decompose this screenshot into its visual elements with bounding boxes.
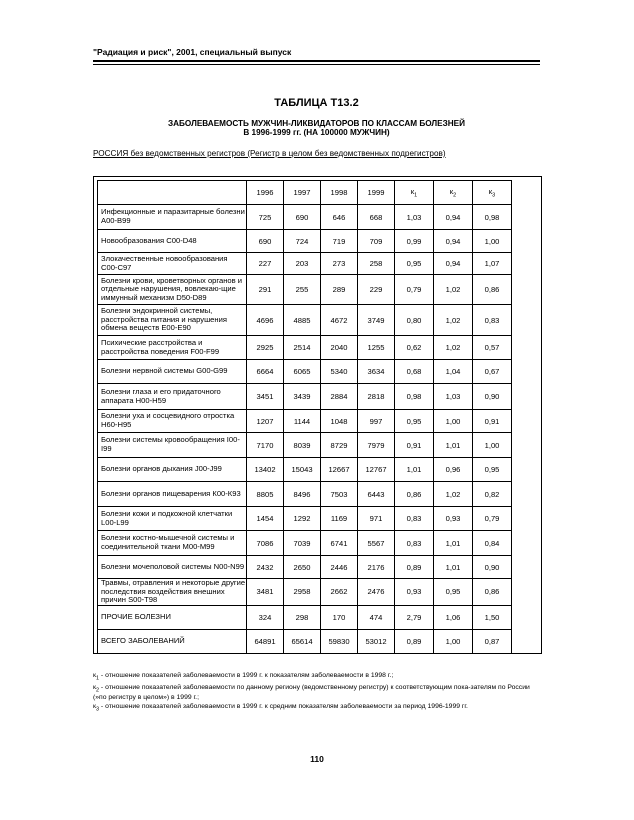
table-row <box>98 305 512 336</box>
cell-year-value: 324 <box>247 605 284 629</box>
cell-year-value: 474 <box>358 605 395 629</box>
header-rule <box>93 60 540 62</box>
cell-year-value: 8496 <box>284 482 321 507</box>
region-caption: РОССИЯ без ведомственных регистров (Регистр в целом без ведомственных подрегистров) <box>93 149 446 158</box>
cell-year-value: 2514 <box>284 336 321 360</box>
cell-k-value: 1,01 <box>395 458 434 482</box>
cell-year-value: 255 <box>284 275 321 305</box>
row-label: ВСЕГО ЗАБОЛЕВАНИЙ <box>98 629 247 653</box>
header-blank <box>98 181 247 205</box>
cell-k-value: 0,83 <box>395 507 434 531</box>
row-label: Болезни нервной системы G00-G99 <box>98 360 247 384</box>
row-label: Болезни эндокринной системы, расстройства питания и нарушения обмена веществ Е00-Е90 <box>98 305 247 336</box>
cell-year-value: 53012 <box>358 629 395 653</box>
header-year: 1997 <box>284 181 321 205</box>
cell-k-value: 0,98 <box>395 384 434 410</box>
table-number: ТАБЛИЦА Т13.2 <box>274 97 359 109</box>
cell-year-value: 12767 <box>358 458 395 482</box>
table-title-line2: В 1996-1999 гг. (НА 100000 МУЖЧИН) <box>243 128 390 137</box>
row-label: ПРОЧИЕ БОЛЕЗНИ <box>98 605 247 629</box>
cell-k-value: 1,01 <box>434 531 473 556</box>
cell-k-value: 0,86 <box>395 482 434 507</box>
cell-k-value: 0,95 <box>473 458 512 482</box>
cell-k-value: 0,86 <box>473 579 512 606</box>
cell-year-value: 15043 <box>284 458 321 482</box>
cell-year-value: 7503 <box>321 482 358 507</box>
header-k1: $к_1$ <box>395 181 434 205</box>
cell-year-value: 2040 <box>321 336 358 360</box>
table-row <box>98 482 512 507</box>
cell-year-value: 64891 <box>247 629 284 653</box>
cell-year-value: 3481 <box>247 579 284 606</box>
cell-k-value: 1,02 <box>434 336 473 360</box>
cell-year-value: 3749 <box>358 305 395 336</box>
cell-year-value: 4672 <box>321 305 358 336</box>
cell-year-value: 4885 <box>284 305 321 336</box>
cell-k-value: 0,62 <box>395 336 434 360</box>
cell-k-value: 1,06 <box>434 605 473 629</box>
cell-year-value: 8805 <box>247 482 284 507</box>
cell-year-value: 7979 <box>358 433 395 458</box>
cell-k-value: 0,93 <box>434 507 473 531</box>
cell-year-value: 724 <box>284 230 321 253</box>
cell-year-value: 5567 <box>358 531 395 556</box>
cell-year-value: 2925 <box>247 336 284 360</box>
footnote-k2: $к_2$ - отношение показателей заболеваемости по данному региону (ведомственному регистру) к соответствующим пока-зателям по России (»по регистру в целом») в 1999 г.; <box>93 684 530 702</box>
table-row <box>98 360 512 384</box>
cell-year-value: 2884 <box>321 384 358 410</box>
cell-k-value: 0,96 <box>434 458 473 482</box>
cell-k-value: 0,84 <box>473 531 512 556</box>
morbidity-table <box>97 180 512 654</box>
row-label: Болезни кожи и подкожной клетчатки L00-L99 <box>98 507 247 531</box>
table-title-line1: ЗАБОЛЕВАЕМОСТЬ МУЖЧИН-ЛИКВИДАТОРОВ ПО КЛАССАМ БОЛЕЗНЕЙ <box>167 119 465 128</box>
cell-year-value: 227 <box>247 253 284 275</box>
cell-year-value: 971 <box>358 507 395 531</box>
cell-year-value: 6443 <box>358 482 395 507</box>
table-row <box>98 579 512 606</box>
cell-year-value: 7086 <box>247 531 284 556</box>
cell-year-value: 59830 <box>321 629 358 653</box>
cell-year-value: 1048 <box>321 410 358 433</box>
table-row <box>98 205 512 230</box>
table-frame <box>93 176 542 654</box>
cell-year-value: 2818 <box>358 384 395 410</box>
cell-k-value: 0,68 <box>395 360 434 384</box>
cell-k-value: 1,03 <box>395 205 434 230</box>
row-label: Болезни глаза и его придаточного аппарата Н00-Н59 <box>98 384 247 410</box>
cell-year-value: 646 <box>321 205 358 230</box>
cell-year-value: 3451 <box>247 384 284 410</box>
row-label: Болезни системы кровообращения I00-I99 <box>98 433 247 458</box>
cell-k-value: 1,00 <box>434 410 473 433</box>
table-row <box>98 275 512 305</box>
row-label: Психические расстройства и расстройства поведения F00-F99 <box>98 336 247 360</box>
cell-year-value: 229 <box>358 275 395 305</box>
cell-year-value: 4696 <box>247 305 284 336</box>
cell-year-value: 8039 <box>284 433 321 458</box>
cell-k-value: 0,99 <box>395 230 434 253</box>
table-row <box>98 433 512 458</box>
cell-k-value: 1,00 <box>434 629 473 653</box>
cell-year-value: 2958 <box>284 579 321 606</box>
cell-year-value: 291 <box>247 275 284 305</box>
row-label: Болезни органов пищеварения К00-К93 <box>98 482 247 507</box>
table-row <box>98 384 512 410</box>
table-row <box>98 556 512 579</box>
cell-year-value: 1255 <box>358 336 395 360</box>
cell-k-value: 0,90 <box>473 384 512 410</box>
header-year: 1996 <box>247 181 284 205</box>
cell-year-value: 1292 <box>284 507 321 531</box>
cell-year-value: 12667 <box>321 458 358 482</box>
cell-k-value: 2,79 <box>395 605 434 629</box>
cell-year-value: 6741 <box>321 531 358 556</box>
cell-k-value: 1,02 <box>434 275 473 305</box>
row-label: Инфекционные и паразитарные болезни А00-В99 <box>98 205 247 230</box>
table-row <box>98 531 512 556</box>
table-row <box>98 336 512 360</box>
cell-k-value: 0,98 <box>473 205 512 230</box>
cell-year-value: 2432 <box>247 556 284 579</box>
footnote-k3: $к_3$ - отношение показателей заболеваемости в 1999 г. к средним показателям заболеваемости за период 1996-1999 гг. <box>93 703 468 713</box>
cell-k-value: 1,50 <box>473 605 512 629</box>
row-label: Новообразования С00-D48 <box>98 230 247 253</box>
row-label: Болезни крови, кроветворных органов и отдельные нарушения, вовлекаю-щие иммунный механизм D50-D89 <box>98 275 247 305</box>
table-row <box>98 507 512 531</box>
cell-k-value: 0,94 <box>434 253 473 275</box>
cell-k-value: 0,67 <box>473 360 512 384</box>
cell-k-value: 0,91 <box>473 410 512 433</box>
cell-year-value: 3439 <box>284 384 321 410</box>
cell-year-value: 1144 <box>284 410 321 433</box>
cell-k-value: 0,83 <box>473 305 512 336</box>
header-rule-thin <box>93 64 540 65</box>
cell-year-value: 7039 <box>284 531 321 556</box>
cell-year-value: 65614 <box>284 629 321 653</box>
cell-k-value: 0,82 <box>473 482 512 507</box>
cell-year-value: 3634 <box>358 360 395 384</box>
cell-year-value: 258 <box>358 253 395 275</box>
row-label: Болезни костно-мышечной системы и соединительной ткани М00-М99 <box>98 531 247 556</box>
table-row <box>98 410 512 433</box>
table-row <box>98 253 512 275</box>
running-header: "Радиация и риск", 2001, специальный выпуск <box>93 47 292 57</box>
cell-year-value: 709 <box>358 230 395 253</box>
cell-k-value: 0,93 <box>395 579 434 606</box>
cell-year-value: 8729 <box>321 433 358 458</box>
cell-k-value: 1,01 <box>434 556 473 579</box>
cell-year-value: 6065 <box>284 360 321 384</box>
cell-k-value: 1,07 <box>473 253 512 275</box>
table-row <box>98 458 512 482</box>
cell-k-value: 0,91 <box>395 433 434 458</box>
cell-year-value: 1454 <box>247 507 284 531</box>
row-label: Болезни органов дыхания J00-J99 <box>98 458 247 482</box>
cell-year-value: 289 <box>321 275 358 305</box>
cell-k-value: 1,04 <box>434 360 473 384</box>
cell-year-value: 719 <box>321 230 358 253</box>
cell-k-value: 0,89 <box>395 556 434 579</box>
page-number: 110 <box>310 754 324 764</box>
footnote-k1: $к_1$ - отношение показателей заболеваемости в 1999 г. к показателям заболеваемости в 1998 г.; <box>93 672 394 682</box>
header-year: 1998 <box>321 181 358 205</box>
row-label: Болезни мочеполовой системы N00-N99 <box>98 556 247 579</box>
cell-year-value: 725 <box>247 205 284 230</box>
cell-year-value: 203 <box>284 253 321 275</box>
cell-k-value: 0,79 <box>473 507 512 531</box>
cell-year-value: 1169 <box>321 507 358 531</box>
cell-year-value: 2476 <box>358 579 395 606</box>
row-label: Травмы, отравления и некоторые другие последствия воздействия внешних причин S00-T98 <box>98 579 247 606</box>
cell-year-value: 5340 <box>321 360 358 384</box>
table-row <box>98 230 512 253</box>
cell-year-value: 2662 <box>321 579 358 606</box>
cell-k-value: 1,01 <box>434 433 473 458</box>
cell-year-value: 690 <box>247 230 284 253</box>
cell-k-value: 1,00 <box>473 433 512 458</box>
cell-year-value: 7170 <box>247 433 284 458</box>
header-year: 1999 <box>358 181 395 205</box>
cell-k-value: 0,95 <box>395 410 434 433</box>
cell-k-value: 1,00 <box>473 230 512 253</box>
cell-k-value: 0,79 <box>395 275 434 305</box>
row-label: Болезни уха и сосцевидного отростка Н60-Н95 <box>98 410 247 433</box>
cell-k-value: 0,83 <box>395 531 434 556</box>
table-row <box>98 629 512 653</box>
cell-k-value: 0,57 <box>473 336 512 360</box>
cell-k-value: 0,90 <box>473 556 512 579</box>
cell-year-value: 298 <box>284 605 321 629</box>
cell-year-value: 2446 <box>321 556 358 579</box>
cell-year-value: 273 <box>321 253 358 275</box>
cell-k-value: 1,02 <box>434 305 473 336</box>
cell-k-value: 1,02 <box>434 482 473 507</box>
header-row <box>98 181 512 205</box>
cell-year-value: 6664 <box>247 360 284 384</box>
cell-k-value: 0,87 <box>473 629 512 653</box>
cell-k-value: 0,95 <box>434 579 473 606</box>
cell-k-value: 0,95 <box>395 253 434 275</box>
cell-year-value: 170 <box>321 605 358 629</box>
row-label: Злокачественные новообразования С00-С97 <box>98 253 247 275</box>
cell-year-value: 1207 <box>247 410 284 433</box>
cell-year-value: 2650 <box>284 556 321 579</box>
cell-year-value: 13402 <box>247 458 284 482</box>
cell-year-value: 690 <box>284 205 321 230</box>
cell-k-value: 0,94 <box>434 205 473 230</box>
table-row <box>98 605 512 629</box>
cell-k-value: 0,94 <box>434 230 473 253</box>
cell-year-value: 997 <box>358 410 395 433</box>
cell-k-value: 0,89 <box>395 629 434 653</box>
cell-year-value: 668 <box>358 205 395 230</box>
cell-year-value: 2176 <box>358 556 395 579</box>
cell-k-value: 0,80 <box>395 305 434 336</box>
header-k2: $к_2$ <box>434 181 473 205</box>
header-k3: $к_3$ <box>473 181 512 205</box>
cell-k-value: 1,03 <box>434 384 473 410</box>
cell-k-value: 0,86 <box>473 275 512 305</box>
